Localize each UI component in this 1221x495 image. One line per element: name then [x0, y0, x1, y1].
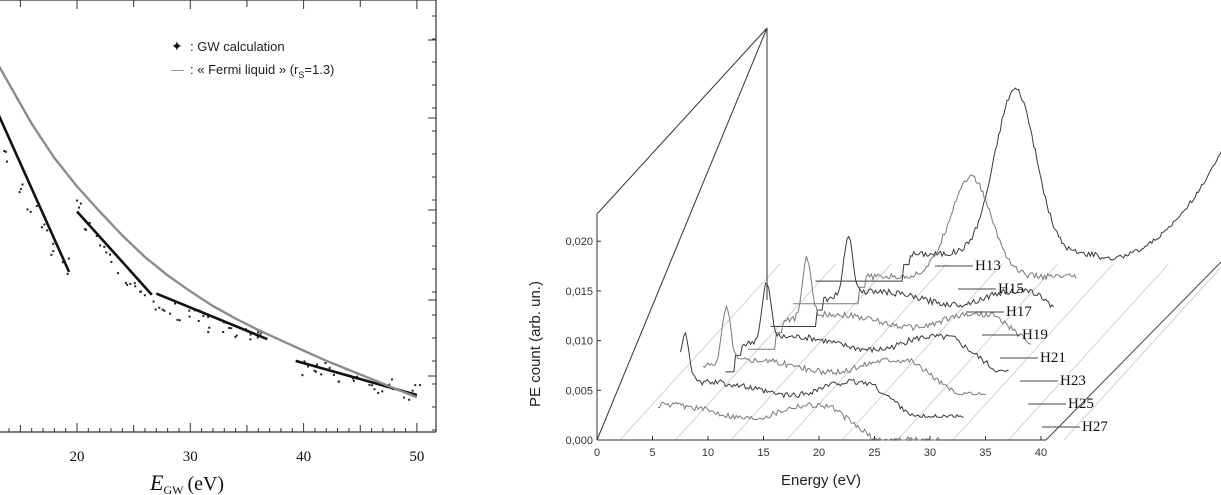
- gw-data-point: [391, 378, 393, 380]
- gw-data-point: [320, 373, 322, 375]
- gw-data-point: [68, 258, 70, 260]
- right-y-axis-label: PE count (arb. un.): [527, 281, 544, 407]
- right-chart-pe-spectra: [527, 28, 1221, 489]
- spectrum-h13: [816, 82, 1221, 281]
- gw-data-point: [52, 250, 54, 252]
- gw-data-point: [381, 390, 383, 392]
- left-x-tick-label: 20: [69, 449, 85, 465]
- gw-data-point: [338, 380, 340, 382]
- right-y-tick-label: 0,020: [565, 236, 593, 249]
- legend-marker-gw: ✦: [171, 38, 183, 54]
- gw-data-point: [134, 285, 136, 287]
- gw-data-point: [419, 384, 421, 386]
- gw-data-point: [30, 211, 32, 213]
- series-label-h27: H27: [1082, 419, 1108, 435]
- gw-data-point: [249, 338, 251, 340]
- legend-label-fermi-tail: =1.3): [304, 62, 335, 77]
- right-x-tick-label: 10: [701, 447, 715, 459]
- right-x-tick-label: 5: [649, 447, 656, 459]
- right-x-tick-label: 15: [757, 447, 770, 459]
- left-x-axis-label-subscript: GW: [163, 483, 184, 495]
- gw-data-point: [103, 246, 105, 248]
- right-oblique-guides: [620, 262, 1221, 440]
- gw-data-point: [46, 229, 48, 231]
- gw-data-point: [144, 294, 146, 296]
- spectrum-h23: [703, 306, 986, 394]
- series-label-h17: H17: [1006, 304, 1032, 320]
- gw-data-point: [313, 370, 315, 372]
- legend-marker-fermi: —: [171, 62, 184, 77]
- gw-data-point: [228, 327, 230, 329]
- gw-data-point: [333, 374, 335, 376]
- gw-data-point: [109, 254, 111, 256]
- right-y-tick-label: 0,005: [565, 385, 593, 398]
- gw-data-point: [188, 310, 190, 312]
- spectrum-h27: [658, 402, 941, 440]
- right-x-tick-label: 30: [923, 447, 937, 459]
- gw-data-point: [99, 244, 101, 246]
- gw-data-point: [236, 335, 238, 337]
- left-x-axis-label-unit: (eV): [187, 473, 225, 495]
- right-x-tick-label: 0: [593, 447, 601, 459]
- gw-data-point: [21, 184, 23, 186]
- gw-data-point: [41, 226, 43, 228]
- right-depth-guide: [1064, 264, 1221, 440]
- gw-data-point: [179, 319, 181, 321]
- gw-data-point: [155, 308, 157, 310]
- right-x-tick-label: 20: [812, 447, 826, 459]
- spectrum-h15: [793, 175, 1076, 304]
- gw-data-point: [36, 205, 38, 207]
- series-label-h25: H25: [1068, 396, 1094, 412]
- gw-data-point: [139, 291, 141, 293]
- series-label-h13: H13: [975, 258, 1001, 274]
- gw-data-point: [67, 273, 69, 275]
- series-label-h19: H19: [1022, 327, 1048, 343]
- gw-data-point: [373, 388, 375, 390]
- gw-data-point: [76, 200, 78, 202]
- spectrum-h25: [681, 333, 964, 417]
- legend-label-fermi-main: : « Fermi liquid » (r: [190, 62, 299, 77]
- gw-data-point: [316, 364, 318, 366]
- gw-fit-segment: [0, 50, 69, 272]
- right-y-tick-label: 0,010: [565, 335, 593, 348]
- gw-data-point: [169, 313, 171, 315]
- left-x-tick-label: 40: [296, 449, 312, 465]
- gw-data-point: [6, 161, 8, 163]
- gw-data-point: [368, 384, 370, 386]
- series-label-h21: H21: [1040, 350, 1066, 366]
- left-legend: [171, 38, 334, 80]
- gw-data-point: [163, 310, 165, 312]
- gw-data-point: [377, 392, 379, 394]
- gw-data-point: [26, 208, 28, 210]
- gw-data-point: [222, 331, 224, 333]
- gw-data-point: [260, 333, 262, 335]
- gw-data-point: [208, 327, 210, 329]
- right-x-tick-label: 35: [979, 447, 992, 459]
- spectrum-h21: [726, 283, 1009, 372]
- right-y-tick-label: 0,000: [565, 435, 593, 447]
- gw-data-point: [202, 315, 204, 317]
- gw-fit-segment: [156, 294, 267, 340]
- gw-data-point: [5, 151, 7, 153]
- gw-data-point: [43, 224, 45, 226]
- right-x-tick-label: 25: [868, 447, 881, 459]
- gw-data-point: [176, 319, 178, 321]
- legend-label-fermi: [190, 62, 334, 80]
- series-label-h15: H15: [998, 281, 1024, 297]
- gw-data-point: [408, 399, 410, 401]
- gw-data-point: [153, 301, 155, 303]
- gw-data-point: [198, 320, 200, 322]
- right-series-layer: [658, 82, 1221, 440]
- gw-data-point: [78, 207, 80, 209]
- right-depth-axis: [1046, 262, 1221, 440]
- left-x-tick-label: 30: [182, 449, 198, 465]
- gw-data-point: [301, 374, 303, 376]
- gw-data-point: [412, 390, 414, 392]
- gw-data-point: [353, 380, 355, 382]
- gw-data-point: [84, 228, 86, 230]
- gw-data-point: [189, 316, 191, 318]
- gw-data-point: [129, 283, 131, 285]
- gw-data-point: [125, 282, 127, 284]
- left-x-tick-labels: [70, 449, 425, 465]
- gw-data-point: [158, 307, 160, 309]
- legend-label-gw: : GW calculation: [190, 39, 285, 54]
- gw-data-point: [20, 188, 22, 190]
- gw-data-point: [117, 272, 119, 274]
- right-back-plane-edge: [597, 28, 767, 214]
- gw-data-point: [80, 203, 82, 205]
- series-label-h23: H23: [1060, 373, 1086, 389]
- gw-data-point: [50, 254, 52, 256]
- right-x-tick-label: 40: [1034, 447, 1048, 459]
- gw-data-point: [324, 362, 326, 364]
- left-x-axis-label: [149, 470, 224, 495]
- gw-data-point: [403, 397, 405, 399]
- gw-data-point: [134, 282, 136, 284]
- gw-data-point: [126, 284, 128, 286]
- legend-label-fermi-sub: S: [298, 70, 305, 80]
- gw-data-point: [207, 331, 209, 333]
- gw-data-point: [329, 367, 331, 369]
- left-x-axis-label-symbol: E: [150, 470, 164, 495]
- left-x-tick-label: 50: [409, 449, 425, 465]
- right-series-labels: [935, 258, 1108, 435]
- gw-data-point: [414, 384, 416, 386]
- gw-data-point: [52, 243, 54, 245]
- right-y-tick-label: 0,015: [565, 285, 593, 298]
- gw-data-point: [105, 251, 107, 253]
- gw-data-point: [19, 191, 21, 193]
- right-back-plane: [597, 28, 767, 440]
- right-x-axis-label: Energy (eV): [780, 472, 862, 489]
- gw-data-point: [371, 384, 373, 386]
- gw-data-point: [230, 327, 232, 329]
- left-chart-gw-vs-fermi-liquid: [0, 0, 436, 495]
- gw-data-point: [110, 261, 112, 263]
